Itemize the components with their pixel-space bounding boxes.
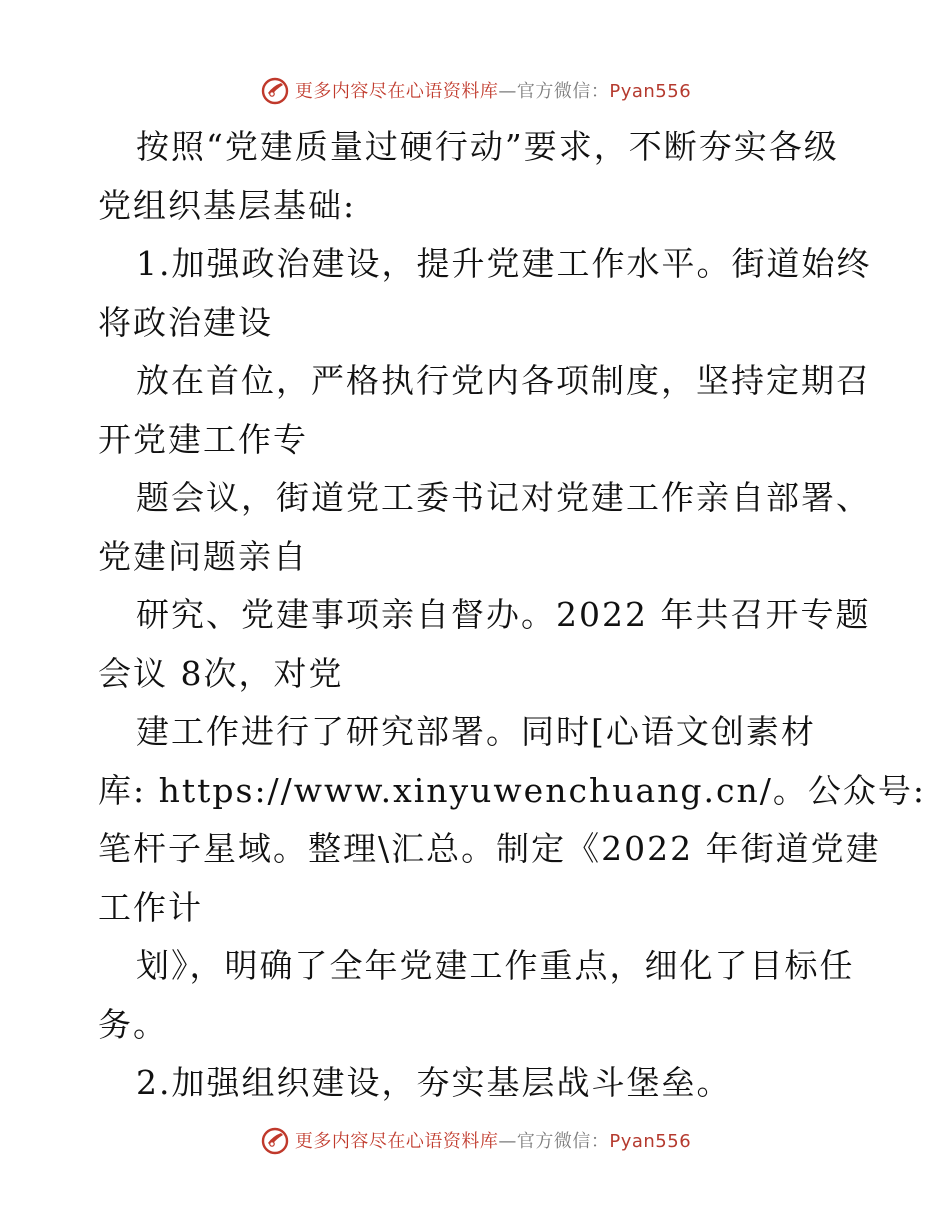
body-line-8: 党建问题亲自 [98, 536, 308, 576]
footer-watermark [0, 1122, 950, 1158]
body-line-12: 库: https://www.xinyuwenchuang.cn/。公众号: [98, 770, 926, 810]
body-line-11: 建工作进行了研究部署。同时[心语文创素材 [136, 712, 816, 751]
body-line-2: 党组织基层基础: [98, 185, 357, 225]
watermark-main-text: 更多内容尽在心语资料库 [294, 81, 499, 102]
header-watermark [0, 72, 950, 108]
body-line-1: 按照“党建质量过硬行动”要求，不断夯实各级 [136, 127, 839, 166]
watermark-wechat-id: Pyan556 [609, 81, 692, 102]
body-line-7: 题会议，街道党工委书记对党建工作亲自部署、 [136, 478, 871, 517]
body-line-17: 2.加强组织建设，夯实基层战斗堡垒。 [136, 1063, 732, 1102]
document-body [98, 118, 926, 1113]
body-line-13: 笔杆子星域。整理\汇总。制定《2022 年街道党建 [98, 829, 881, 868]
body-line-16: 务。 [98, 1004, 168, 1044]
body-line-6: 开党建工作专 [98, 419, 308, 459]
body-line-5: 放在首位，严格执行党内各项制度，坚持定期召 [136, 361, 871, 400]
body-line-9: 研究、党建事项亲自督办。2022 年共召开专题 [136, 595, 871, 634]
watermark-wechat-id: Pyan556 [609, 1131, 692, 1152]
watermark-main-text: 更多内容尽在心语资料库 [294, 1131, 499, 1152]
watermark-wechat-label: 官方微信： [516, 1131, 610, 1152]
brush-seal-logo-icon [259, 1124, 291, 1156]
watermark-wechat-label: 官方微信： [516, 81, 610, 102]
body-line-3: 1.加强政治建设，提升党建工作水平。街道始终 [136, 244, 872, 283]
watermark-separator: — [498, 1131, 517, 1152]
body-line-15: 划》，明确了全年党建工作重点，细化了目标任 [136, 946, 855, 985]
watermark-separator: — [498, 81, 517, 102]
body-line-4: 将政治建设 [98, 302, 273, 342]
brush-seal-logo-icon [259, 74, 291, 106]
body-line-14: 工作计 [98, 887, 203, 927]
body-line-10: 会议 8次，对党 [98, 653, 344, 693]
